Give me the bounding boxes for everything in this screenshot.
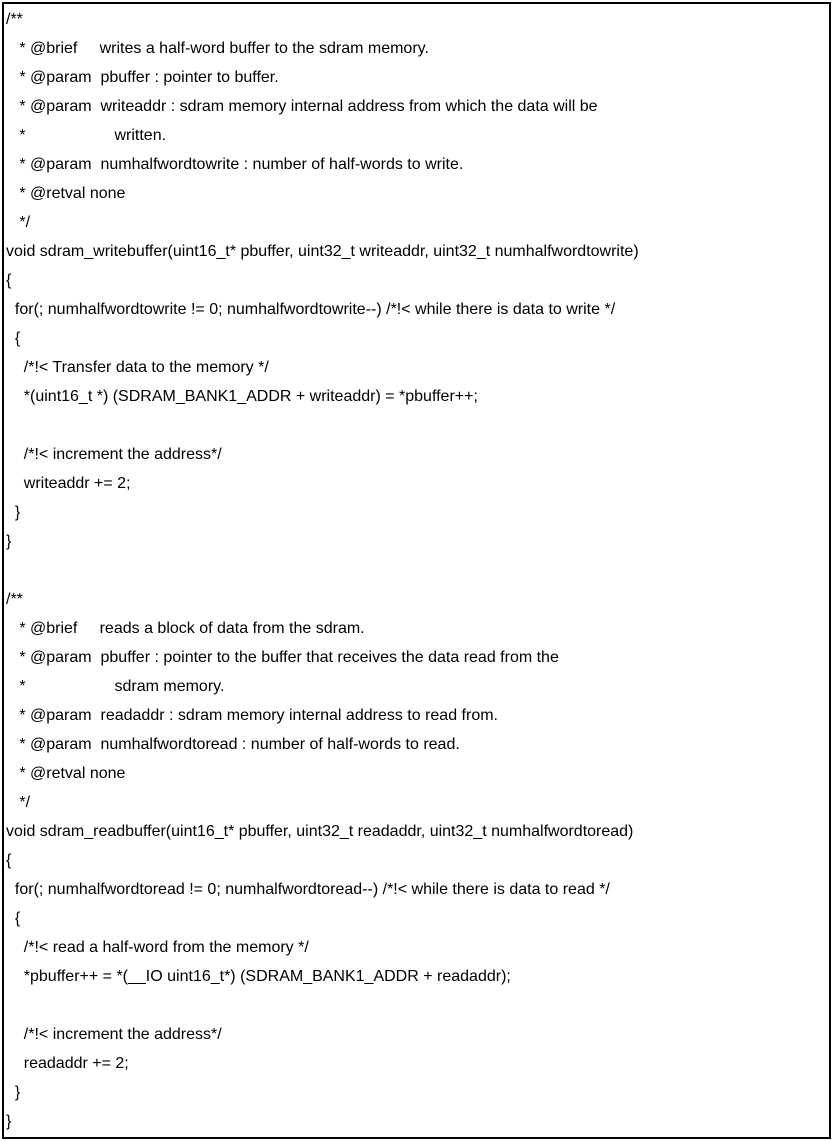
code-line: /**: [6, 591, 23, 608]
code-line: /*!< Transfer data to the memory */: [6, 359, 269, 376]
code-line: readaddr += 2;: [6, 1055, 129, 1072]
code-line: /*!< increment the address*/: [6, 446, 222, 463]
code-line: * @param readaddr : sdram memory internal address to read from.: [6, 707, 498, 724]
code-line: [6, 411, 827, 440]
code-line: for(; numhalfwordtowrite != 0; numhalfwordtowrite--) /*!< while there is data to write */: [6, 301, 616, 318]
code-line: {: [6, 330, 21, 347]
code-line: *(uint16_t *) (SDRAM_BANK1_ADDR + writeaddr) = *pbuffer++;: [6, 388, 478, 405]
code-line: /**: [6, 11, 23, 28]
code-line: * @param pbuffer : pointer to the buffer that receives the data read from the: [6, 649, 559, 666]
code-line: }: [6, 1084, 21, 1101]
code-line: * @brief writes a half-word buffer to the sdram memory.: [6, 40, 429, 57]
code-line: [6, 991, 827, 1020]
code-figure-frame: [2, 2, 831, 1139]
code-line: void sdram_writebuffer(uint16_t* pbuffer, uint32_t writeaddr, uint32_t numhalfwordtowrite): [6, 243, 639, 260]
code-line: {: [6, 852, 12, 869]
code-line: */: [6, 794, 31, 811]
code-line: void sdram_readbuffer(uint16_t* pbuffer, uint32_t readaddr, uint32_t numhalfwordtoread): [6, 823, 634, 840]
code-line: }: [6, 504, 21, 521]
code-line: * @param pbuffer : pointer to buffer.: [6, 69, 279, 86]
code-listing: [6, 5, 827, 1136]
code-line: for(; numhalfwordtoread != 0; numhalfwordtoread--) /*!< while there is data to read */: [6, 881, 610, 898]
code-line: {: [6, 910, 21, 927]
code-line: * @param numhalfwordtoread : number of half-words to read.: [6, 736, 460, 753]
code-line: * @param writeaddr : sdram memory internal address from which the data will be: [6, 98, 598, 115]
code-line: * @brief reads a block of data from the sdram.: [6, 620, 365, 637]
code-line: *pbuffer++ = *(__IO uint16_t*) (SDRAM_BANK1_ADDR + readaddr);: [6, 968, 511, 985]
code-line: * @retval none: [6, 185, 126, 202]
code-line: [6, 556, 827, 585]
code-line: /*!< read a half-word from the memory */: [6, 939, 309, 956]
code-line: writeaddr += 2;: [6, 475, 131, 492]
code-line: * sdram memory.: [6, 678, 225, 695]
code-line: * @param numhalfwordtowrite : number of half-words to write.: [6, 156, 464, 173]
code-line: {: [6, 272, 12, 289]
code-line: * @retval none: [6, 765, 126, 782]
code-line: /*!< increment the address*/: [6, 1026, 222, 1043]
code-line: * written.: [6, 127, 167, 144]
code-line: }: [6, 1113, 12, 1130]
code-line: }: [6, 533, 12, 550]
code-line: */: [6, 214, 31, 231]
